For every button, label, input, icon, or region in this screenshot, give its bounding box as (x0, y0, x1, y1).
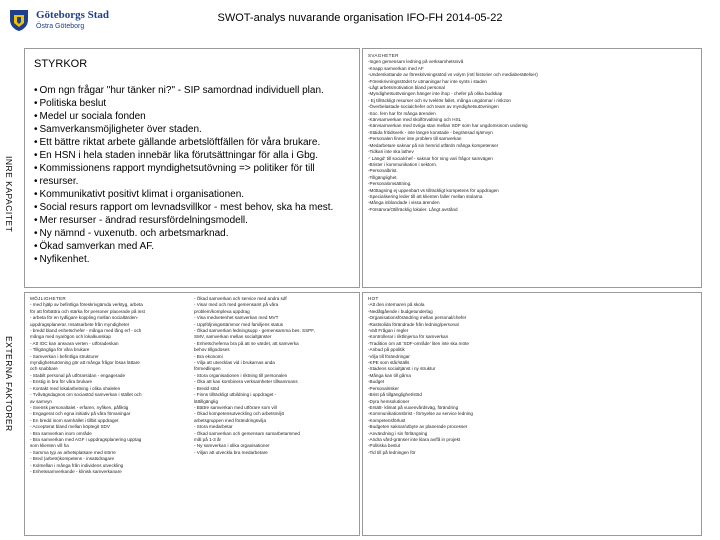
list-item: • Social resurs rapport om levnadsvillkor - mest behov, ska ha mest. (34, 201, 354, 214)
list-item: - Samverkan i befintliga strukturer (30, 353, 99, 359)
list-item: för att förbättra och stärka för personer placerade på inst (30, 308, 145, 314)
list-item: -Personalbrist. (368, 168, 398, 174)
list-item: - Ökad samverkan och service med andra sdf (194, 296, 287, 301)
list-item: -Organisationsförändring mellan personal/chefer (368, 315, 467, 321)
list-item: - Visa medvetenhet samverkan med MVT (194, 315, 279, 321)
list-item: av samvyn (30, 398, 52, 404)
list-item: myndighetsutövning gör att många frågor lösas lättare (30, 360, 140, 366)
mojligheter-column-1 (30, 296, 190, 475)
list-item: SMV, samverkan mellan socialtjänster (194, 334, 272, 340)
list-item: - Samma typ av arbetsplatsare med större (30, 449, 116, 455)
list-item: - Bra samverkan inom område (30, 430, 92, 436)
list-item: - Vilja att utvecklas vid i brukarnas anda (194, 360, 275, 366)
list-item: - Bra ekonomi (194, 353, 223, 359)
list-item: -Myndighetsutövningen hänger inte ihop - chefer på olika budskap (368, 91, 503, 97)
list-item: • Nyfikenhet. (34, 253, 354, 266)
list-item: - Bättre samverkan med utförare som vill (194, 404, 277, 410)
list-item: - Uppföljningsstämmor med familjens status (194, 321, 284, 327)
list-item: -Många kan till gårna (368, 372, 411, 378)
list-item: -Kontrollerar i riktlinjerna för samverkan (368, 334, 449, 340)
list-item: - Tvåvägsdagnos om sociastöd samverkan i stället och (30, 392, 142, 398)
list-item: -Budget (368, 379, 385, 385)
list-item: som klienten vill ha (30, 443, 69, 449)
list-item: - Enhetssamverkande - klinisk samverkanare (30, 468, 122, 474)
list-item: - Svensk personaltalet - erfaren, nyfiken, påfiktig (30, 404, 129, 410)
list-item: -Möttagning ej uppenbart vs tillräckligt kompetens för uppdragen (368, 187, 499, 193)
hot-heading: HOT (368, 296, 379, 301)
list-item: - Ej tillräckligt resurser och sv tveklös fallet, många ungdomar i riskzon (368, 97, 511, 103)
label-externa-faktorer: EXTERNA FAKTORER (4, 336, 14, 432)
list-item: - Tillgängliga för våra brukare (30, 347, 90, 353)
logo (6, 6, 146, 34)
list-item: - Finns tillräckligt utbildning i uppdraget - (194, 392, 277, 398)
list-item: - Bredd stöd (194, 385, 220, 391)
page-title: SWOT-analys nuvarande organisation IFO-FH 2014-05-22 (217, 12, 503, 24)
list-item: -Knapp samverkan med AF (368, 65, 424, 71)
list-item: -Nedåtgående i budgetunderlag (368, 308, 433, 314)
mojligheter-heading: MÖJLIGHETER (30, 296, 66, 301)
list-item: -Rastsolida förändrade från ledning/personal (368, 321, 459, 327)
list-item: - Enstig in bra för våra brukare (30, 379, 93, 385)
list-item: - Bra samverkan med AGF i uppdragsplanering upptag (30, 436, 142, 442)
list-item: -' Längd' till socialchef - saknar hör ning vari frågor samvägen (368, 155, 493, 161)
list-item: - Stora organisationen i riktning till personalen (194, 372, 288, 378)
list-item: -Underskottande av föreskrivningsstöd vs volym (mtl historier och mediaberättelser) (368, 72, 538, 78)
list-item: • Kommissionens rapport myndighetsutövning => politiker för till (34, 162, 354, 175)
list-item: -Föreskrivningsstödet tv utmaningar har inte synts i staden (368, 78, 487, 84)
list-item: -Försämra/Otillräcklig lokaler. Långt avstånd (368, 206, 458, 212)
list-item: - Ökad samverkan och gemensam samarbetarsmed (194, 430, 300, 436)
list-item: -Brister i kommunikation i sektorn. (368, 161, 438, 167)
list-item: - Engagerat och egna initiativ på våra förvaningar (30, 411, 131, 417)
list-item: • Samverkansmöjligheter över staden. (34, 123, 354, 136)
list-item: många med nya/ögon och lokalkunskap (30, 334, 111, 340)
label-inre-kapacitet: INRE KAPACITET (4, 156, 14, 233)
list-item: - bredd bland enhetschefer - många med lång erf - och (30, 328, 142, 334)
list-item: - Accepterat bland mellan köptegit SDV (30, 424, 110, 430)
list-item: -Specialisering leder till att klienten faller mellan stolarna (368, 193, 483, 199)
list-item: - Ny samverkan i olika organisationer (194, 443, 270, 449)
list-item: uppdragsplanerar. Insatsarbete från myndigheter (30, 321, 130, 327)
list-item: - Ökad kompetensutveckling och arbetsmiljö (194, 411, 285, 417)
list-item: • En HSN i hela staden innebär lika förutsättningar för alla i Gbg. (34, 149, 354, 162)
list-item: • Mer resurser - ändrad resursfördelningsmodell. (34, 214, 354, 227)
list-item: - Bred (arbets)kompetens - insatsdragare (30, 456, 114, 462)
list-item: -Överbelastade socialchefer och team av myndighetsutövningen (368, 104, 499, 110)
list-item: • Politiska beslut (34, 97, 354, 110)
list-item: -Anbud på ppolitik (368, 347, 405, 353)
list-item: • Medel ur sociala fonden (34, 110, 354, 123)
svagheter-list (368, 53, 698, 213)
list-item: mål på 1-3 år (194, 436, 222, 442)
list-item: - Stabilt personal på utförarsidan - engagerade (30, 372, 125, 378)
list-item: -Vilja till förändringar (368, 353, 410, 359)
list-item: och snabbare (30, 366, 58, 372)
list-item: problem/komplexa uppdrag (194, 308, 250, 314)
list-item: - Att IOC kan ansvara verten - utföradeskan (30, 340, 119, 346)
list-item: - Kolmellan i många från individens utveckling (30, 462, 124, 468)
hot-list (368, 296, 698, 456)
list-item: -Stadens socialtjänst i ny struktur (368, 366, 436, 372)
list-item: -Tid till på ledningen för (368, 449, 416, 455)
list-item: -Valt Frågan i regler (368, 328, 409, 334)
list-item: • Om ngn frågar "hur tänker ni?" - SIP samordnad individuell plan. (34, 84, 354, 97)
list-item: -Andra vård-gränser inte klara av/få in projekt (368, 436, 461, 442)
logo-name: Göteborgs Stad (36, 9, 110, 21)
list-item: • resurser. (34, 175, 354, 188)
list-item: -Soc. fem har för många ärenden (368, 110, 436, 116)
list-item: • Ökad samverkan med AF. (34, 240, 354, 253)
list-item: - Visar med och med gemensamt på våra (194, 302, 279, 308)
list-item: - Ökad samverkan ledningsupp - gemensamma bes. SSPF, (194, 328, 315, 334)
list-item: -Politiska beslut (368, 443, 401, 449)
list-item: -Lågt arbetsmotivation bland personal (368, 85, 445, 91)
list-item: -Budgeten saknar/utbyte av planerade processer (368, 424, 468, 430)
list-item: - Stora medarbetar (194, 424, 233, 430)
list-item: -Många inblandade i vissa ärenden (368, 200, 440, 206)
list-item: - arbeta för en tydligare koppling mellan socialtärden- (30, 315, 139, 321)
list-item: - Kontakt med lokalarbetning i olika ohalelen (30, 385, 121, 391)
list-item: -Tillgänglighet. (368, 174, 398, 180)
list-item: • Kommunikativt positivt klimat i organisationen. (34, 188, 354, 201)
list-item: -Personalen finner inte problem till samverkan (368, 136, 462, 142)
list-item: -Brist på tillgänglighet/stöd (368, 392, 422, 398)
list-item: -Ingen gemensam ledning på verksamhetsnivå (368, 59, 464, 65)
list-item: - En bredd inom samhället i tillbit uppdraget (30, 417, 119, 423)
list-item: behov tillgodoses (194, 347, 230, 353)
list-item: -Kärvsamverkan med skolförvaltning och HSL (368, 117, 462, 123)
list-item: förmedlingen (194, 366, 221, 372)
list-item: - med hjälp av befintliga föreskrivgämda verktyg, arbeta (30, 302, 143, 308)
list-item: -Personalrisker (368, 385, 399, 391)
mojligheter-column-2 (194, 296, 356, 456)
list-item: -Personalomsättning. (368, 181, 412, 187)
list-item: -Tradition om att 'SDF-område' liten inte ska möte (368, 340, 469, 346)
list-item: -Ersätt- klimat på vuxenvårdsväg, förändring (368, 404, 459, 410)
list-item: - Enhetscheferna bra på att se värdet, att samverka (194, 340, 299, 346)
list-item: - Öka att kan kombinera verksamheter tillsammans (194, 379, 298, 385)
styrkor-heading: STYRKOR (34, 58, 88, 70)
logo-subtitle: Östra Göteborg (36, 23, 85, 30)
list-item: -Tidkari inte ska lathev (368, 149, 414, 155)
list-item: -Medarbetare saknar på sin hemrid utfärdn många kompetenser (368, 142, 499, 148)
styrkor-list (34, 84, 354, 266)
list-item: lättillgänglig (194, 398, 219, 404)
list-item: -Användning i sin förlängning (368, 430, 428, 436)
list-item: arbetsgruppen med förändringsvilja (194, 417, 267, 423)
list-item: - Viljan att utveckla bra medarbetare (194, 449, 268, 455)
list-item: -Stäida fritidsverk - inte längre konstade - begränsad sjämvyn (368, 129, 493, 135)
list-item: -Kompetensförlust (368, 417, 406, 423)
svagheter-heading: SVAGHETER (368, 53, 399, 58)
list-item: -Kommunikationsbrist - förnyelse av service ledning (368, 411, 473, 417)
list-item: -Att den internaren på skola (368, 302, 425, 308)
city-crest-icon (6, 7, 32, 33)
list-item: -KPE som står/ställs (368, 360, 410, 366)
list-item: • Ny nämnd - vuxenutb. och arbetsmarknad. (34, 227, 354, 240)
list-item: • Ett bättre riktat arbete gällande arbetslöftfällen för våra brukare. (34, 136, 354, 149)
list-item: -Dyra hemsolutioner (368, 398, 410, 404)
list-item: -Kärvsamverkan med övriga stan mellan SDF som har ungdomsinom undersig (368, 123, 528, 129)
